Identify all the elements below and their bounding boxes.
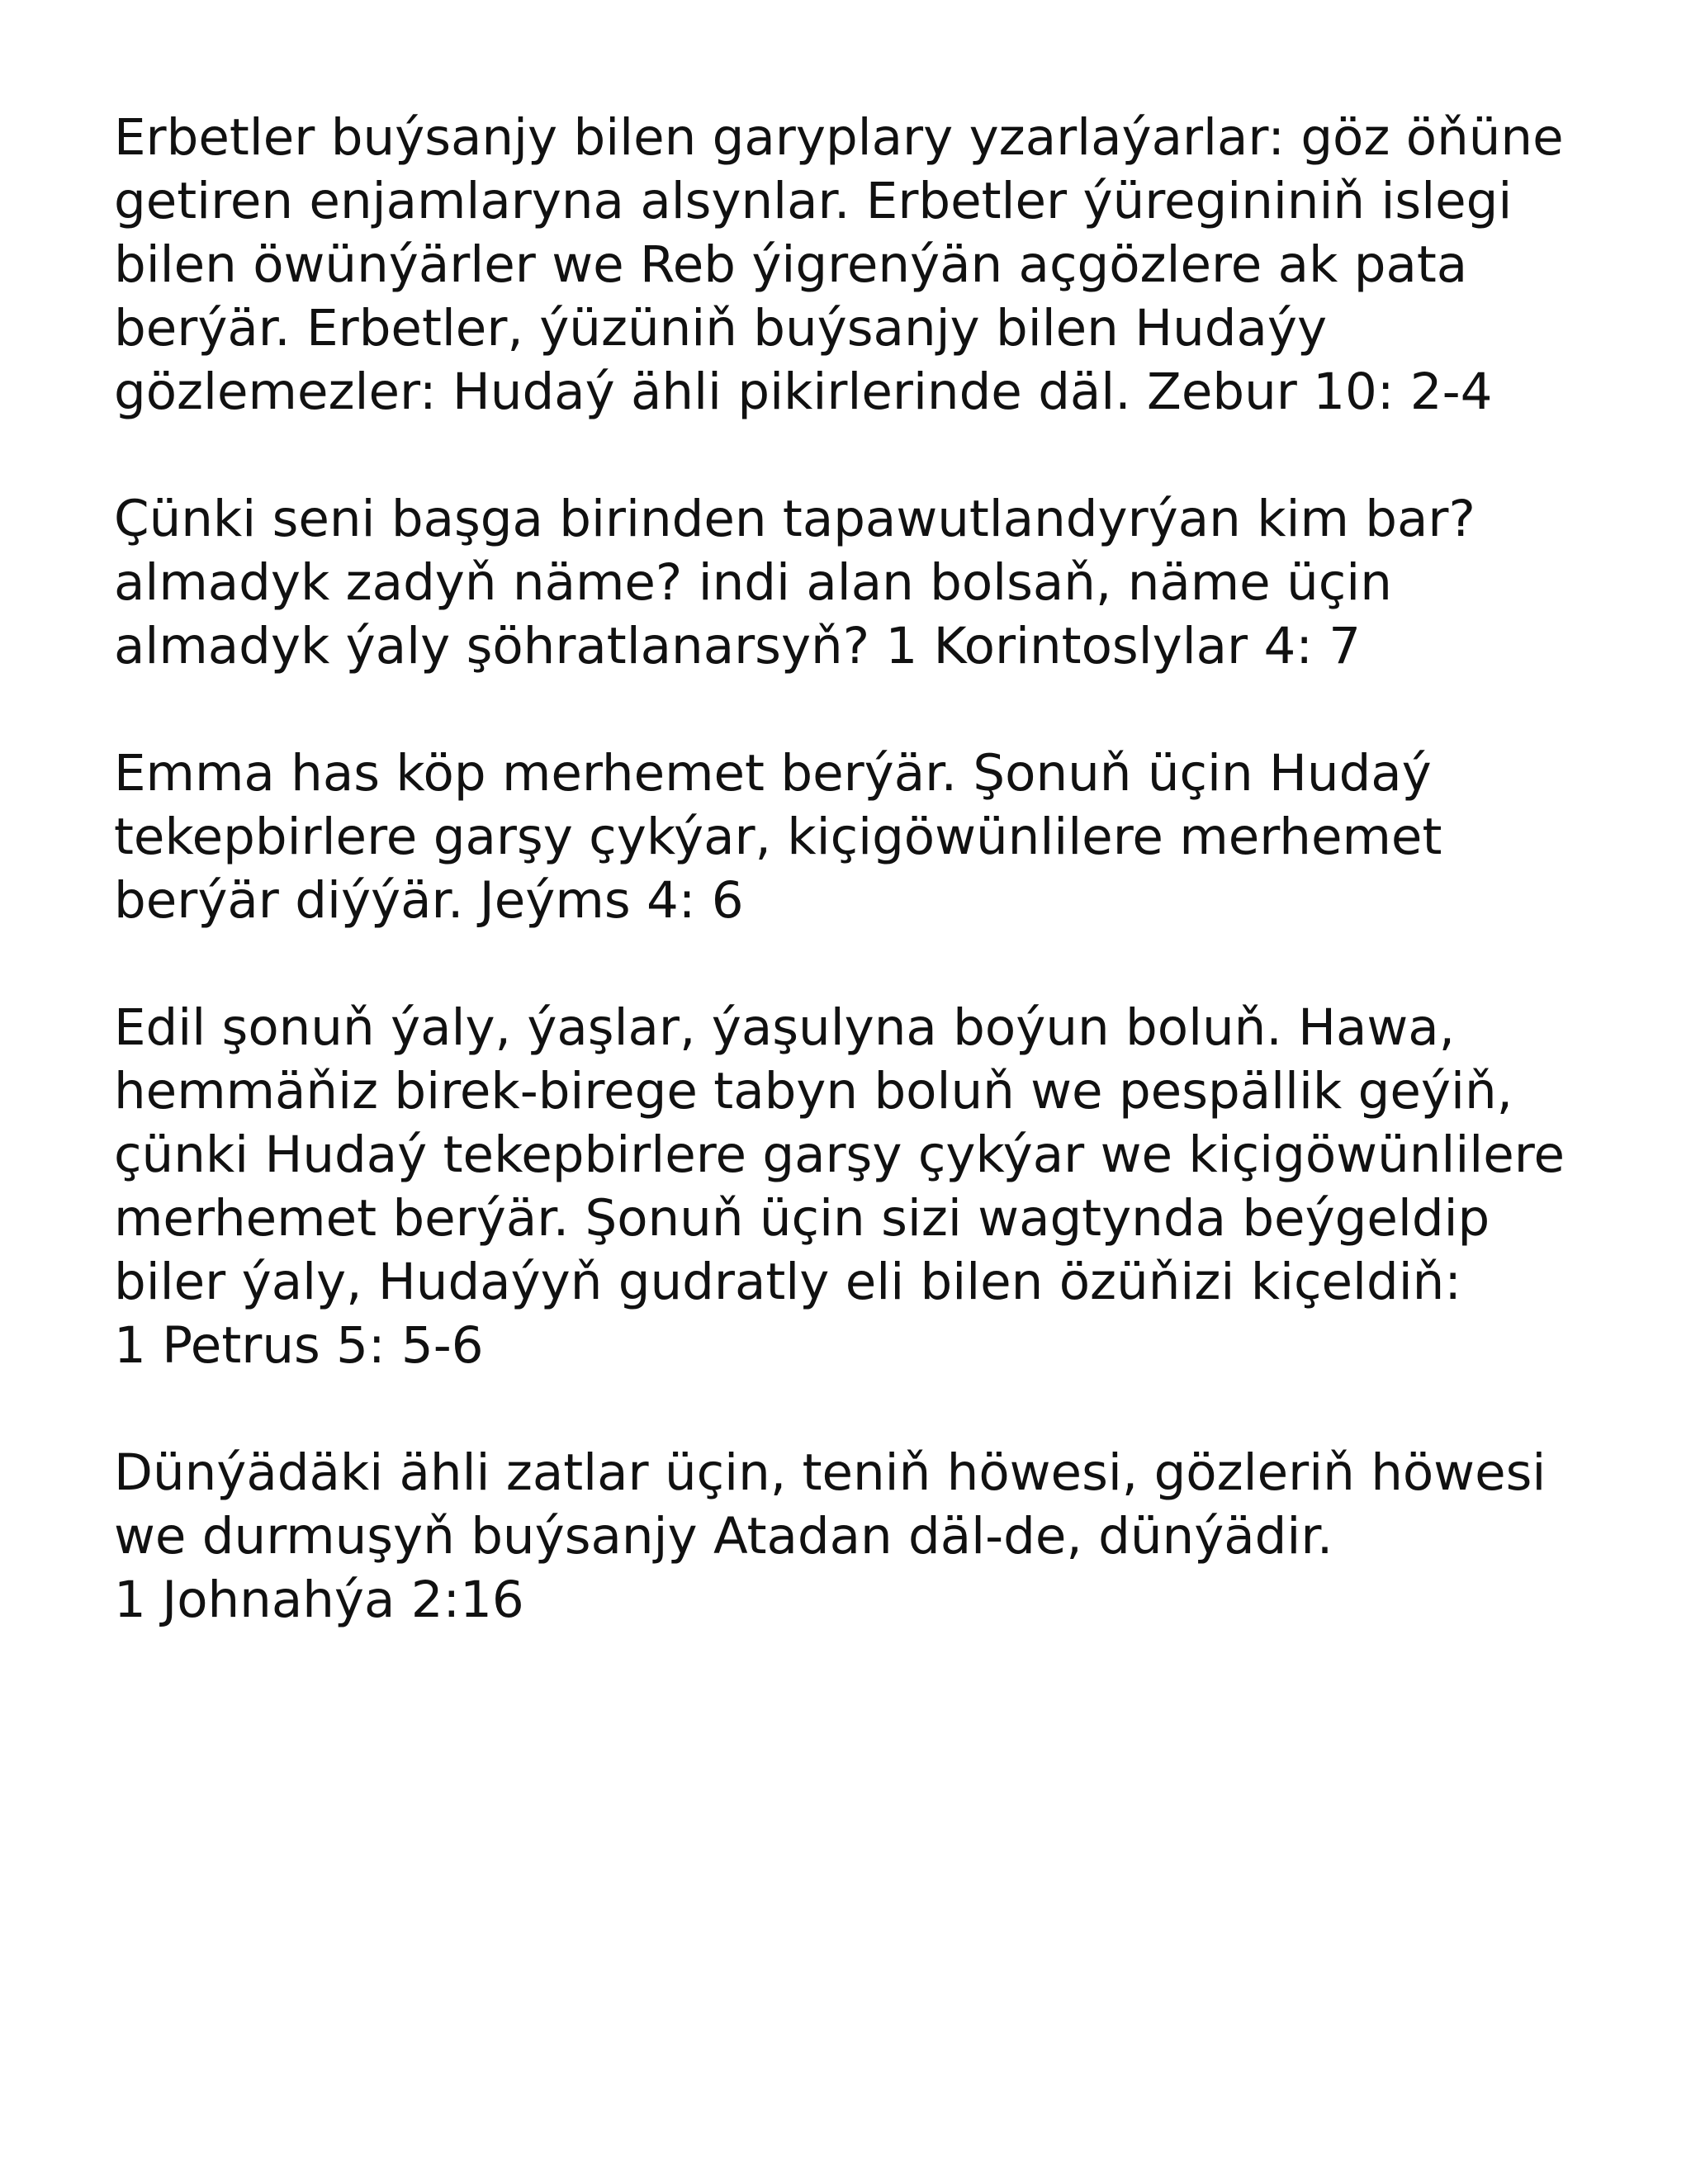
text-line: biler ýaly, Hudaýyň gudratly eli bilen özüňizi kiçeldiň:: [114, 1253, 1461, 1311]
text-line: berýär. Erbetler, ýüzüniň buýsanjy bilen Hudaýy: [114, 299, 1328, 358]
text-line: 1 Petrus 5: 5-6: [114, 1316, 484, 1375]
text-line: Edil şonuň ýaly, ýaşlar, ýaşulyna boýun boluň. Hawa,: [114, 998, 1456, 1057]
text-line: almadyk zadyň näme? indi alan bolsaň, näme üçin: [114, 553, 1392, 612]
text-line: almadyk ýaly şöhratlanarsyň? 1 Korintoslylar 4: 7: [114, 617, 1362, 675]
verse-paragraph: [114, 741, 1617, 932]
verse-paragraph: [114, 1441, 1617, 1632]
text-line: tekepbirlere garşy çykýar, kiçigöwünlilere merhemet: [114, 808, 1442, 866]
verse-paragraph: [114, 487, 1617, 678]
verse-paragraph: [114, 106, 1617, 424]
text-line: Dünýädäki ähli zatlar üçin, teniň höwesi, gözleriň höwesi: [114, 1443, 1547, 1502]
verse-list: [114, 106, 1617, 1695]
text-line: hemmäňiz birek-birege tabyn boluň we pespällik geýiň,: [114, 1062, 1513, 1120]
text-line: Çünki seni başga birinden tapawutlandyrýan kim bar?: [114, 490, 1475, 548]
text-line: getiren enjamlaryna alsynlar. Erbetler ýüregininiň islegi: [114, 172, 1513, 230]
text-line: çünki Hudaý tekepbirlere garşy çykýar we kiçigöwünlilere: [114, 1125, 1565, 1184]
text-line: bilen öwünýärler we Reb ýigrenýän açgözlere ak pata: [114, 235, 1468, 294]
text-line: 1 Johnahýa 2:16: [114, 1570, 524, 1629]
verse-paragraph: [114, 996, 1617, 1377]
text-line: we durmuşyň buýsanjy Atadan däl-de, dünýädir.: [114, 1507, 1333, 1566]
text-line: berýär diýýär. Jeýms 4: 6: [114, 871, 744, 930]
text-line: Erbetler buýsanjy bilen garyplary yzarlaýarlar: göz öňüne: [114, 108, 1564, 167]
text-line: merhemet berýär. Şonuň üçin sizi wagtynda beýgeldip: [114, 1189, 1490, 1248]
text-line: gözlemezler: Hudaý ähli pikirlerinde däl. Zebur 10: 2-4: [114, 362, 1493, 421]
text-line: Emma has köp merhemet berýär. Şonuň üçin Hudaý: [114, 744, 1432, 803]
